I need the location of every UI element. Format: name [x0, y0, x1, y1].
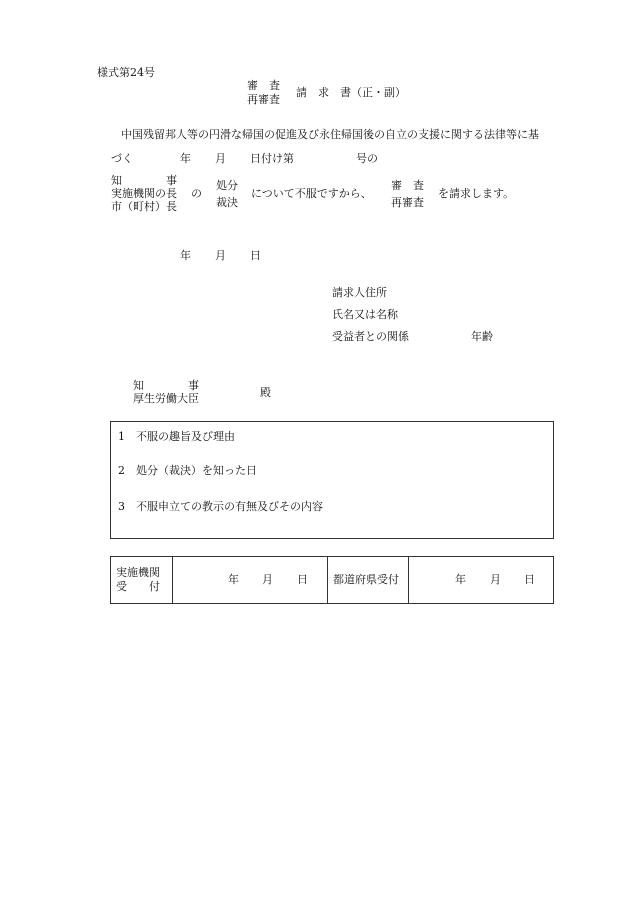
receipt-table [110, 556, 554, 604]
statement-request: を請求します。 [438, 187, 515, 200]
statement-no: の [191, 187, 202, 200]
item-2: 2 処分（裁決）を知った日 [118, 464, 257, 477]
item-1: 1 不服の趣旨及び理由 [118, 430, 235, 443]
requester-address-label: 請求人住所 [332, 286, 387, 299]
date-day: 日 [250, 249, 261, 262]
statement-month: 月 [215, 152, 226, 165]
receipt-prefecture-label: 都道府県受付 [333, 573, 399, 586]
statement-number-suffix: 号の [356, 152, 378, 165]
receipt-agency-month: 月 [262, 573, 273, 586]
title-type-bottom: 再審査 [247, 93, 280, 106]
addressee-minister: 厚生労働大臣 [133, 392, 199, 405]
receipt-agency-year: 年 [228, 573, 239, 586]
authority-mayor: 市（町村）長 [111, 200, 177, 213]
receipt-divider-1 [172, 556, 173, 603]
statement-line1: 中国残留邦人等の円滑な帰国の促進及び永住帰国後の自立の支援に関する法律等に基 [121, 128, 539, 141]
receipt-pref-year: 年 [455, 573, 466, 586]
receipt-divider-3 [408, 556, 409, 603]
receipt-pref-day: 日 [524, 573, 535, 586]
item-3: 3 不服申立ての教示の有無及びその内容 [118, 500, 323, 513]
date-year: 年 [180, 249, 191, 262]
authority-agency-head: 実施機関の長 [111, 187, 177, 200]
date-month: 月 [215, 249, 226, 262]
title-type-top: 審 査 [247, 79, 280, 92]
statement-day-ref: 日付け第 [250, 152, 294, 165]
review-reexamination: 再審査 [391, 196, 424, 209]
receipt-pref-month: 月 [490, 573, 501, 586]
statement-line2-start: づく [111, 152, 133, 165]
receipt-agency-label-1: 実施機関 [116, 566, 160, 579]
statement-objection: について不服ですから、 [251, 187, 372, 200]
authority-governor: 知 事 [111, 174, 177, 187]
receipt-agency-day: 日 [297, 573, 308, 586]
review-examination: 審 査 [391, 179, 424, 192]
addressee-governor: 知 事 [133, 379, 199, 392]
action-ruling: 裁決 [216, 196, 238, 209]
receipt-agency-label-2: 受 付 [116, 580, 160, 593]
requester-relation-label: 受益者との関係 [332, 330, 409, 343]
requester-age-label: 年齢 [471, 330, 493, 343]
statement-year: 年 [180, 152, 191, 165]
action-disposition: 処分 [216, 179, 238, 192]
receipt-divider-2 [327, 556, 328, 603]
title-main: 請 求 書（正・副） [296, 86, 406, 99]
addressee-honorific: 殿 [260, 386, 271, 399]
requester-name-label: 氏名又は名称 [332, 308, 398, 321]
form-number: 様式第24号 [97, 66, 155, 79]
